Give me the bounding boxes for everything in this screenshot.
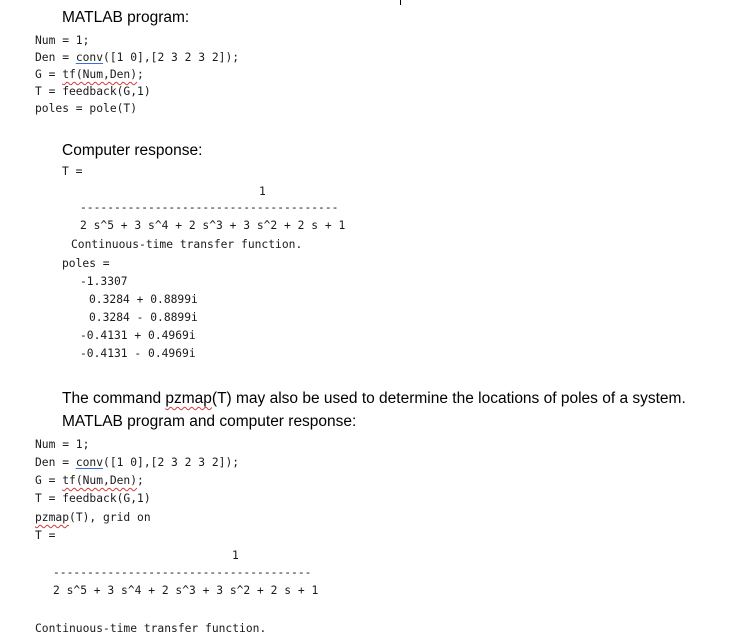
code-text: (T), grid on [69, 511, 151, 524]
code-text: ([1 0],[2 3 2 3 2]); [103, 456, 240, 469]
code-line-poles: poles = pole(T) [35, 102, 138, 115]
code-line-den [35, 49, 239, 66]
response-t-label: T = [62, 165, 83, 178]
code-text: G = [35, 474, 63, 487]
response-denominator: 2 s^5 + 3 s^4 + 2 s^3 + 3 s^2 + 2 s + 1 [53, 584, 319, 597]
response-tf-note: Continuous-time transfer function. [35, 622, 267, 635]
pole-value: -0.4131 - 0.4969i [80, 347, 196, 360]
pzmap-function: pzmap [165, 390, 212, 407]
code-text: ([1 0],[2 3 2 3 2]); [103, 51, 240, 64]
paragraph-text: The command [62, 390, 166, 407]
poles-label: poles = [62, 257, 110, 270]
pzmap-function: pzmap [35, 511, 70, 524]
code-text: Den = [35, 456, 76, 469]
code-line-den [35, 454, 239, 471]
code-line-num: Num = 1; [35, 34, 90, 47]
code-text: ; [137, 474, 144, 487]
response-numerator: 1 [232, 549, 239, 562]
response-numerator: 1 [259, 185, 266, 198]
code-text: G = [35, 68, 63, 81]
conv-function: conv [75, 51, 104, 64]
response-divider: -------------------------------------- [53, 566, 312, 579]
tf-function: tf(Num,Den) [62, 68, 138, 81]
text-cursor [400, 0, 401, 5]
paragraph-text: (T) may also be used to determine the locations of poles of a system. [211, 390, 686, 407]
pole-value: 0.3284 + 0.8899i [89, 293, 198, 306]
pole-value: -1.3307 [80, 275, 128, 288]
pole-value: -0.4131 + 0.4969i [80, 329, 196, 342]
code-line-pzmap [35, 509, 151, 526]
section2-heading: Computer response: [62, 142, 203, 159]
pzmap-paragraph [62, 389, 686, 409]
section1-heading: MATLAB program: [62, 9, 190, 26]
code-text: ; [137, 68, 144, 81]
response-t-label: T = [35, 529, 56, 542]
code-line-g [35, 66, 144, 83]
code-line-t: T = feedback(G,1) [35, 85, 151, 98]
code-text: Den = [35, 51, 76, 64]
response-divider: -------------------------------------- [80, 201, 339, 214]
section3-heading: MATLAB program and computer response: [62, 413, 357, 430]
code-line-g [35, 472, 144, 489]
code-line-num: Num = 1; [35, 438, 90, 451]
response-denominator: 2 s^5 + 3 s^4 + 2 s^3 + 3 s^2 + 2 s + 1 [80, 219, 346, 232]
conv-function: conv [75, 456, 104, 469]
code-line-t: T = feedback(G,1) [35, 492, 151, 505]
pole-value: 0.3284 - 0.8899i [89, 311, 198, 324]
response-tf-note: Continuous-time transfer function. [71, 238, 303, 251]
tf-function: tf(Num,Den) [62, 474, 138, 487]
